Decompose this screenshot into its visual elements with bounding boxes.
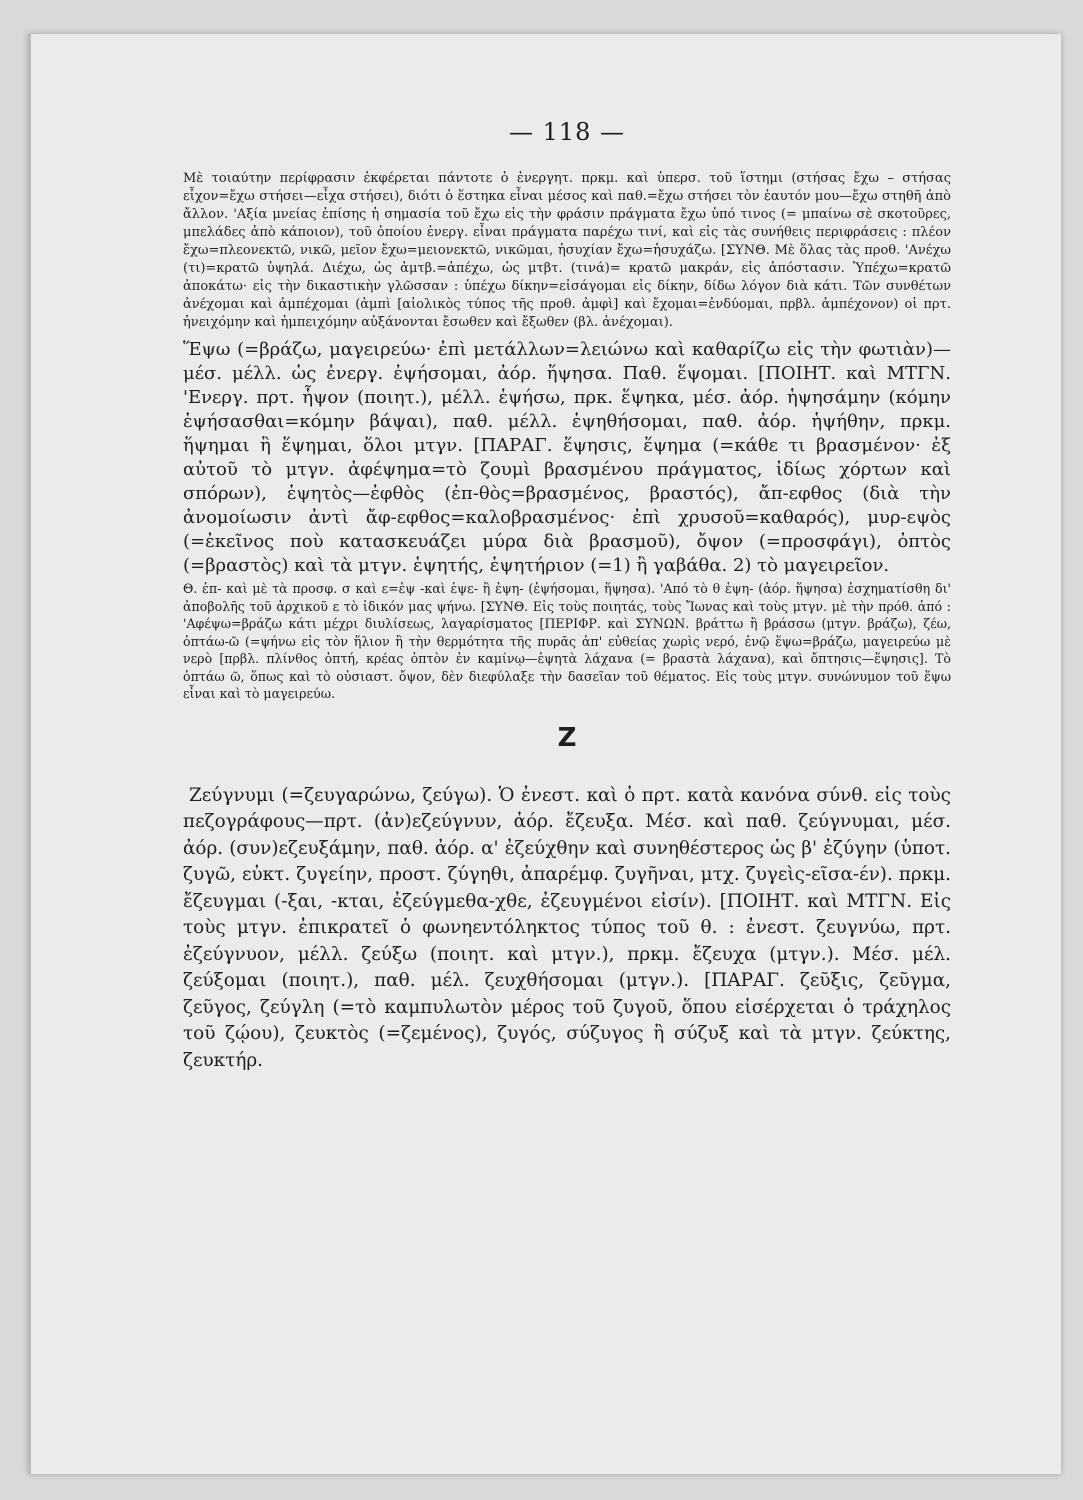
book-page bbox=[28, 34, 1061, 1474]
page-content bbox=[183, 114, 951, 1074]
paragraph-zeugnymi-entry: Ζεύγνυμι (=ζευγαρώνω, ζεύγω). Ὁ ἐνεστ. καὶ ὁ πρτ. κατὰ κανόνα σύνθ. εἰς τοὺς πεζογράφους—πρτ. (ἀν)εζεύγνυν, ἀόρ. ἔζευξα. Μέσ. καὶ παθ. ζεύγνυμαι, μέσ. ἀόρ. (συν)εζευξάμην, παθ. ἀόρ. α' ἐζεύχθην καὶ συνηθέστερος ὡς β' ἐζύγην (ὑποτ. ζυγῶ, εὐκτ. ζυγείην, προστ. ζύγηθι, ἀπαρέμφ. ζυγῆναι, μτχ. ζυγεὶς-εῖσα-έν). πρκμ. ἔζευγμαι (-ξαι, -κται, ἐζεύγμεθα-χθε, ἐζευγμένοι εἰσίν). [ΠΟΙΗΤ. καὶ ΜΤΓΝ. Εἰς τοὺς μτγν. ἐπικρατεῖ ὁ φωνηεντόληκτος τύπος τοῦ θ. : ἐνεστ. ζευγνύω, πρτ. ἐζεύγνυον, μέλλ. ζεύξω (ποιητ. καὶ μτγν.), πρκμ. ἔζευχα (μτγν.). Μέσ. μέλ. ζεύξομαι (ποιητ.), παθ. μέλ. ζευχθήσομαι (μτγν.). [ΠΑΡΑΓ. ζεῦξις, ζεῦγμα, ζεῦγος, ζεύγλη (=τὸ καμπυλωτὸν μέρος τοῦ ζυγοῦ, ὅπου εἰσέρχεται ὁ τράχηλος τοῦ ζῴου), ζευκτὸς (=ζεμένος), ζυγός, σύζυγος ἢ σύζυξ καὶ τὰ μτγν. ζεύκτης, ζευκτήρ. bbox=[183, 784, 951, 1071]
paragraph-epso-entry: Ἕψω (=βράζω, μαγειρεύω· ἐπὶ μετάλλων=λειώνω καὶ καθαρίζω εἰς τὴν φωτιὰν)—μέσ. μέλλ. ὡς ἐνεργ. ἐψήσομαι, ἀόρ. ἥψησα. Παθ. ἕψομαι. [ΠΟΙΗΤ. καὶ ΜΤΓΝ. 'Ενεργ. πρτ. ἧψον (ποιητ.), μέλλ. ἑψήσω, πρκ. ἕψηκα, μέσ. ἀόρ. ἡψησάμην (κόμην ἑψήσασθαι=κόμην βάψαι), παθ. μέλλ. ἑψηθήσομαι, παθ. ἀόρ. ἡψήθην, πρκμ. ἥψημαι ἢ ἕψημαι, ὅλοι μτγν. [ΠΑΡΑΓ. ἕψησις, ἕψημα (=κάθε τι βρασμένον· ἐξ αὐτοῦ τὸ μτγν. ἀφέψημα=τὸ ζουμὶ βρασμένου πράγματος, ἰδίως χόρτων καὶ σπόρων), ἑψητὸς—ἐφθὸς (ἐπ-θὸς=βρασμένος, βραστός), ἄπ-εφθος (διὰ τὴν ἀνομοίωσιν ἀντὶ ἄφ-εφθος=καλοβρασμένος· ἐπὶ χρυσοῦ=καθαρός), μυρ-εψὸς (=ἐκεῖνος ποὺ κατασκευάζει μύρα διὰ βρασμοῦ), ὄψον (=προσφάγι), ὀπτὸς (=βραστὸς) καὶ τὰ μτγν. ἑψητής, ἑψητήριον (=1) ἢ γαβάθα. 2) τὸ μαγειρεῖον. bbox=[183, 339, 951, 576]
page-number: — 118 — bbox=[508, 118, 626, 146]
paragraph-epso-notes: Θ. ἐπ- καὶ μὲ τὰ προσφ. σ καὶ ε=ἑψ -καὶ ἑψε- ἢ ἑψη- (ἑψήσομαι, ἥψησα). 'Από τὸ θ ἑψη- (ἀόρ. ἥψησα) ἐσχηματίσθη δι' ἀποβολῆς τοῦ ἀρχικοῦ ε τὸ ἰδικόν μας ψήνω. [ΣΥΝΘ. Εἰς τοὺς ποιητάς, τοὺς Ἴωνας καὶ τοὺς μτγν. μὲ τὴν πρόθ. ἀπό : 'Αφέψω=βράζω κάτι μέχρι διυλίσεως, λαγαρίσματος [ΠΕΡΙΦΡ. καὶ ΣΥΝΩΝ. βράττω ἢ βράσσω (μτγν. βράζω), ζέω, ὀπτάω-ῶ (=ψήνω εἰς τὸν ἥλιον ἢ τὴν θερμότητα τῆς πυρᾶς ἀπ' εὐθείας χωρὶς νερό, ἐνῷ ἕψω=βράζω, μαγειρεύω μὲ νερὸ [πρβλ. πλίνθος ὀπτή, κρέας ὀπτὸν ἐν καμίνῳ—ἑψητὰ λάχανα (= βραστὰ λάχανα), καὶ ὄπτησις—ἕψησις]. Τὸ ὀπτάω ῶ, ὅπως καὶ τὸ οὐσιαστ. ὄψον, δὲν διεφύλαξε τὴν δασεῖαν τοῦ θέματος. Εἰς τοὺς μτγν. συνώνυμον τοῦ ἕψω εἶναι καὶ τὸ μαγειρεύω. bbox=[183, 581, 951, 701]
paragraph-echo-continuation: Μὲ τοιαύτην περίφρασιν ἐκφέρεται πάντοτε ὁ ἐνεργητ. πρκμ. καὶ ὑπερσ. τοῦ ἵστημι (στήσας ἔχω – στήσας εἶχον=ἔχω στήσει—εἶχα στήσει), διότι ὁ ἕστηκα εἶναι μέσος καὶ παθ.=ἔχω στήσει τὸν ἑαυτόν μου—ἔχω στηθῆ ἀπὸ ἄλλον. 'Αξία μνείας ἐπίσης ἡ σημασία τοῦ ἔχω εἰς τὴν φράσιν πράγματα ἔχω ὑπό τινος (= μπαίνω σὲ σκοτοῦρες, μπελάδες ἀπὸ κάποιον), τοῦ ὁποίου ἐνεργ. εἶναι πράγματα παρέχω τινί, καὶ εἰς τὰς συνήθεις περιφράσεις : πλέον ἔχω=πλεονεκτῶ, νικῶ, μεῖον ἔχω=μειονεκτῶ, νικῶμαι, ἡσυχίαν ἔχω=ἡσυχάζω. [ΣΥΝΘ. Μὲ ὅλας τὰς προθ. 'Ανέχω (τι)=κρατῶ ὑψηλά. Διέχω, ὡς ἀμτβ.=ἀπέχω, ὡς μτβτ. (τινά)= κρατῶ μακράν, εἰς ἀπόστασιν. Ὑπέχω=κρατῶ ἀποκάτω· εἰς τὴν δικαστικὴν γλῶσσαν : ὑπέχω δίκην=εἰσάγομαι εἰς δίκην, δίδω λόγον διὰ κάτι. Τῶν συνθέτων ἀνέχομαι καὶ ἀμπέχομαι (ἀμπὶ [αἰολικὸς τύπος τῆς προθ. ἀμφὶ] καὶ ἔχομαι=ἐνδύομαι, πρβλ. ἀμπέχονον) οἱ πρτ. ἠνειχόμην καὶ ἠμπειχόμην αὐξάνονται ἔσωθεν καὶ ἔξωθεν (βλ. ἀνέχομαι). bbox=[183, 171, 951, 330]
section-letter-heading: Ζ bbox=[557, 722, 577, 753]
